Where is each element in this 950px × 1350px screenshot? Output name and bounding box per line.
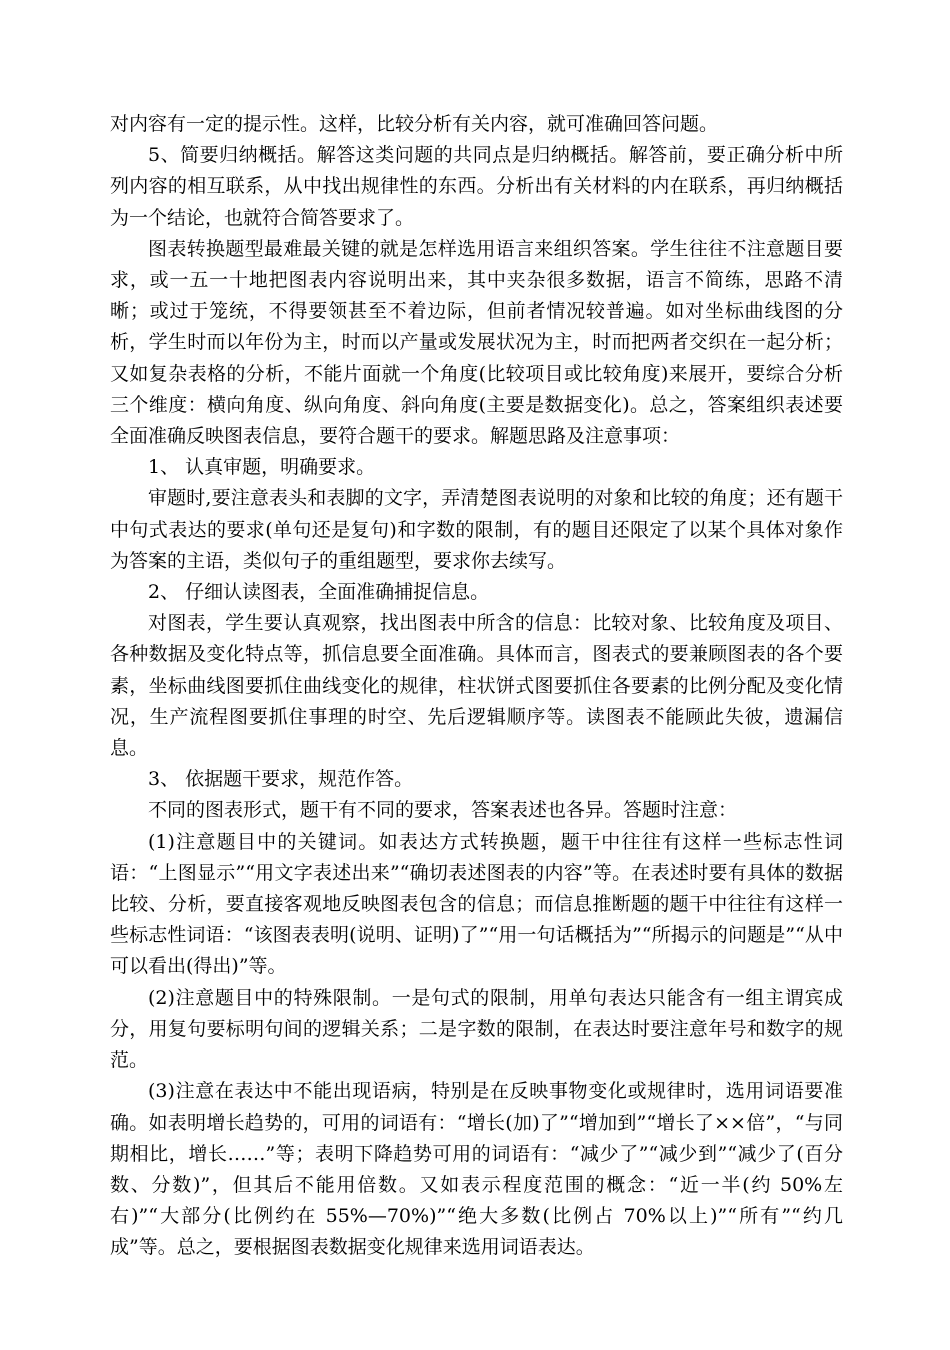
- step-3-intro: 不同的图表形式，题干有不同的要求，答案表述也各异。答题时注意：: [148, 799, 738, 822]
- step-1-heading: 1、 认真审题，明确要求。: [148, 456, 376, 479]
- note-2-restrictions: (2)注意题目中的特殊限制。一是句式的限制，用单句表达只能含有一组主谓宾成分，用复句要标明句间的逻辑关系；二是字数的限制，在表达时要注意年号和数字的规范。: [110, 986, 843, 1072]
- paragraph-continuation: 对内容有一定的提示性。这样，比较分析有关内容，就可准确回答问题。: [110, 113, 719, 135]
- step-3-heading: 3、 依据题干要求，规范作答。: [148, 768, 414, 791]
- step-1-body: 审题时,要注意表头和表脚的文字，弄清楚图表说明的对象和比较的角度；还有题干中句式表达的要求(单句还是复句)和字数的限制，有的题目还限定了以某个具体对象作为答案的主语，类似句子的重组题型，要求你去续写。: [110, 487, 843, 572]
- note-1-keywords: (1)注意题目中的关键词。如表达方式转换题，题干中往往有这样一些标志性词语：“上图显示”“用文字表述出来”“确切表述图表的内容”等。在表述时要有具体的数据比较、分析，要直接客观地反映图表包含的信息；而信息推断题的题干中往往有这样一些标志性词语：“该图表表明(说明、证明)了”“用一句话概括为”“所揭示的问题是”“从中可以看出(得出)”等。: [110, 830, 843, 978]
- note-3-word-choice: (3)注意在表达中不能出现语病，特别是在反映事物变化或规律时，选用词语要准确。如表明增长趋势的，可用的词语有：“增长(加)了”“增加到”“增长了××倍”，“与同期相比，增长……”等；表明下降趋势可用的词语有：“减少了”“减少到”“减少了(百分数、分数)”，但其后不能用倍数。又如表示程度范围的概念：“近一半(约 50%左右)”“大部分(比例约在 55%—70%)”“绝大多数(比例占 70%以上)”“所有”“约几成”等。总之，要根据图表数据变化规律来选用词语表达。: [110, 1080, 843, 1259]
- step-2-heading: 2、 仔细认读图表，全面准确捕捉信息。: [148, 581, 490, 604]
- paragraph-summary-method: 5、简要归纳概括。解答这类问题的共同点是归纳概括。解答前，要正确分析中所列内容的相互联系，从中找出规律性的东西。分析出有关材料的内在联系，再归纳概括为一个结论，也就符合简答要求了。: [110, 144, 843, 229]
- document-page: [110, 109, 843, 1264]
- step-2-body: 对图表，学生要认真观察，找出图表中所含的信息：比较对象、比较角度及项目、各种数据及变化特点等，抓信息要全面准确。具体而言，图表式的要兼顾图表的各个要素，坐标曲线图要抓住曲线变化的规律，柱状饼式图要抓住各要素的比例分配及变化情况，生产流程图要抓住事理的时空、先后逻辑顺序等。读图表不能顾此失彼，遗漏信息。: [110, 612, 843, 760]
- paragraph-chart-conversion: 图表转换题型最难最关键的就是怎样选用语言来组织答案。学生往往不注意题目要求，或一五一十地把图表内容说明出来，其中夹杂很多数据，语言不简练，思路不清晰；或过于笼统，不得要领甚至不着边际，但前者情况较普遍。如对坐标曲线图的分析，学生时而以年份为主，时而以产量或发展状况为主，时而把两者交织在一起分析；又如复杂表格的分析，不能片面就一个角度(比较项目或比较角度)来展开，要综合分析三个维度：横向角度、纵向角度、斜向角度(主要是数据变化)。总之，答案组织表述要全面准确反映图表信息，要符合题干的要求。解题思路及注意事项：: [110, 237, 843, 448]
